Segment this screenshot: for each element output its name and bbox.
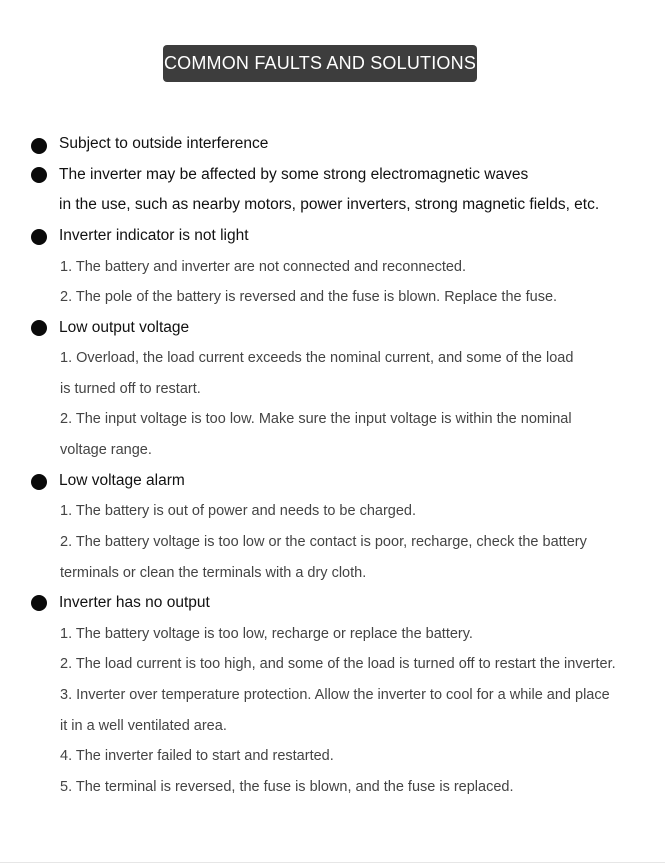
solution-line: 1. Overload, the load current exceeds the nominal current, and some of the load	[60, 350, 574, 366]
solution-line: terminals or clean the terminals with a dry cloth.	[60, 565, 367, 581]
solution-line: voltage range.	[60, 442, 152, 458]
solution-line: 5. The terminal is reversed, the fuse is blown, and the fuse is replaced.	[60, 779, 514, 795]
fault-heading: Inverter has no output	[59, 594, 210, 611]
solution-line: 2. The input voltage is too low. Make sure the input voltage is within the nominal	[60, 411, 572, 427]
fault-description-line: in the use, such as nearby motors, power inverters, strong magnetic fields, etc.	[59, 196, 600, 213]
solution-line: 1. The battery and inverter are not connected and reconnected.	[60, 259, 466, 275]
page-title-banner	[163, 45, 477, 82]
fault-heading: Subject to outside interference	[59, 135, 269, 152]
fault-heading: The inverter may be affected by some strong electromagnetic waves	[59, 166, 529, 183]
solution-line: it in a well ventilated area.	[60, 718, 227, 734]
page-title: COMMON FAULTS AND SOLUTIONS	[163, 53, 477, 73]
solution-line: 2. The battery voltage is too low or the contact is poor, recharge, check the battery	[60, 534, 587, 550]
bullet-icon	[31, 320, 47, 336]
bullet-icon	[31, 595, 47, 611]
fault-heading: Low voltage alarm	[59, 472, 185, 489]
solution-line: is turned off to restart.	[60, 381, 201, 397]
bullet-icon	[31, 167, 47, 183]
fault-heading: Low output voltage	[59, 319, 190, 336]
solution-line: 1. The battery voltage is too low, recharge or replace the battery.	[60, 626, 473, 642]
solution-line: 2. The load current is too high, and some of the load is turned off to restart the inverter.	[60, 656, 616, 672]
bottom-divider	[0, 862, 665, 863]
solution-line: 1. The battery is out of power and needs to be charged.	[60, 503, 417, 519]
solution-line: 2. The pole of the battery is reversed and the fuse is blown. Replace the fuse.	[60, 289, 558, 305]
solution-line: 4. The inverter failed to start and restarted.	[60, 748, 334, 764]
bullet-icon	[31, 229, 47, 245]
fault-heading: Inverter indicator is not light	[59, 227, 249, 244]
bullet-icon	[31, 138, 47, 154]
solution-line: 3. Inverter over temperature protection. Allow the inverter to cool for a while and place	[60, 687, 610, 703]
bullet-icon	[31, 474, 47, 490]
